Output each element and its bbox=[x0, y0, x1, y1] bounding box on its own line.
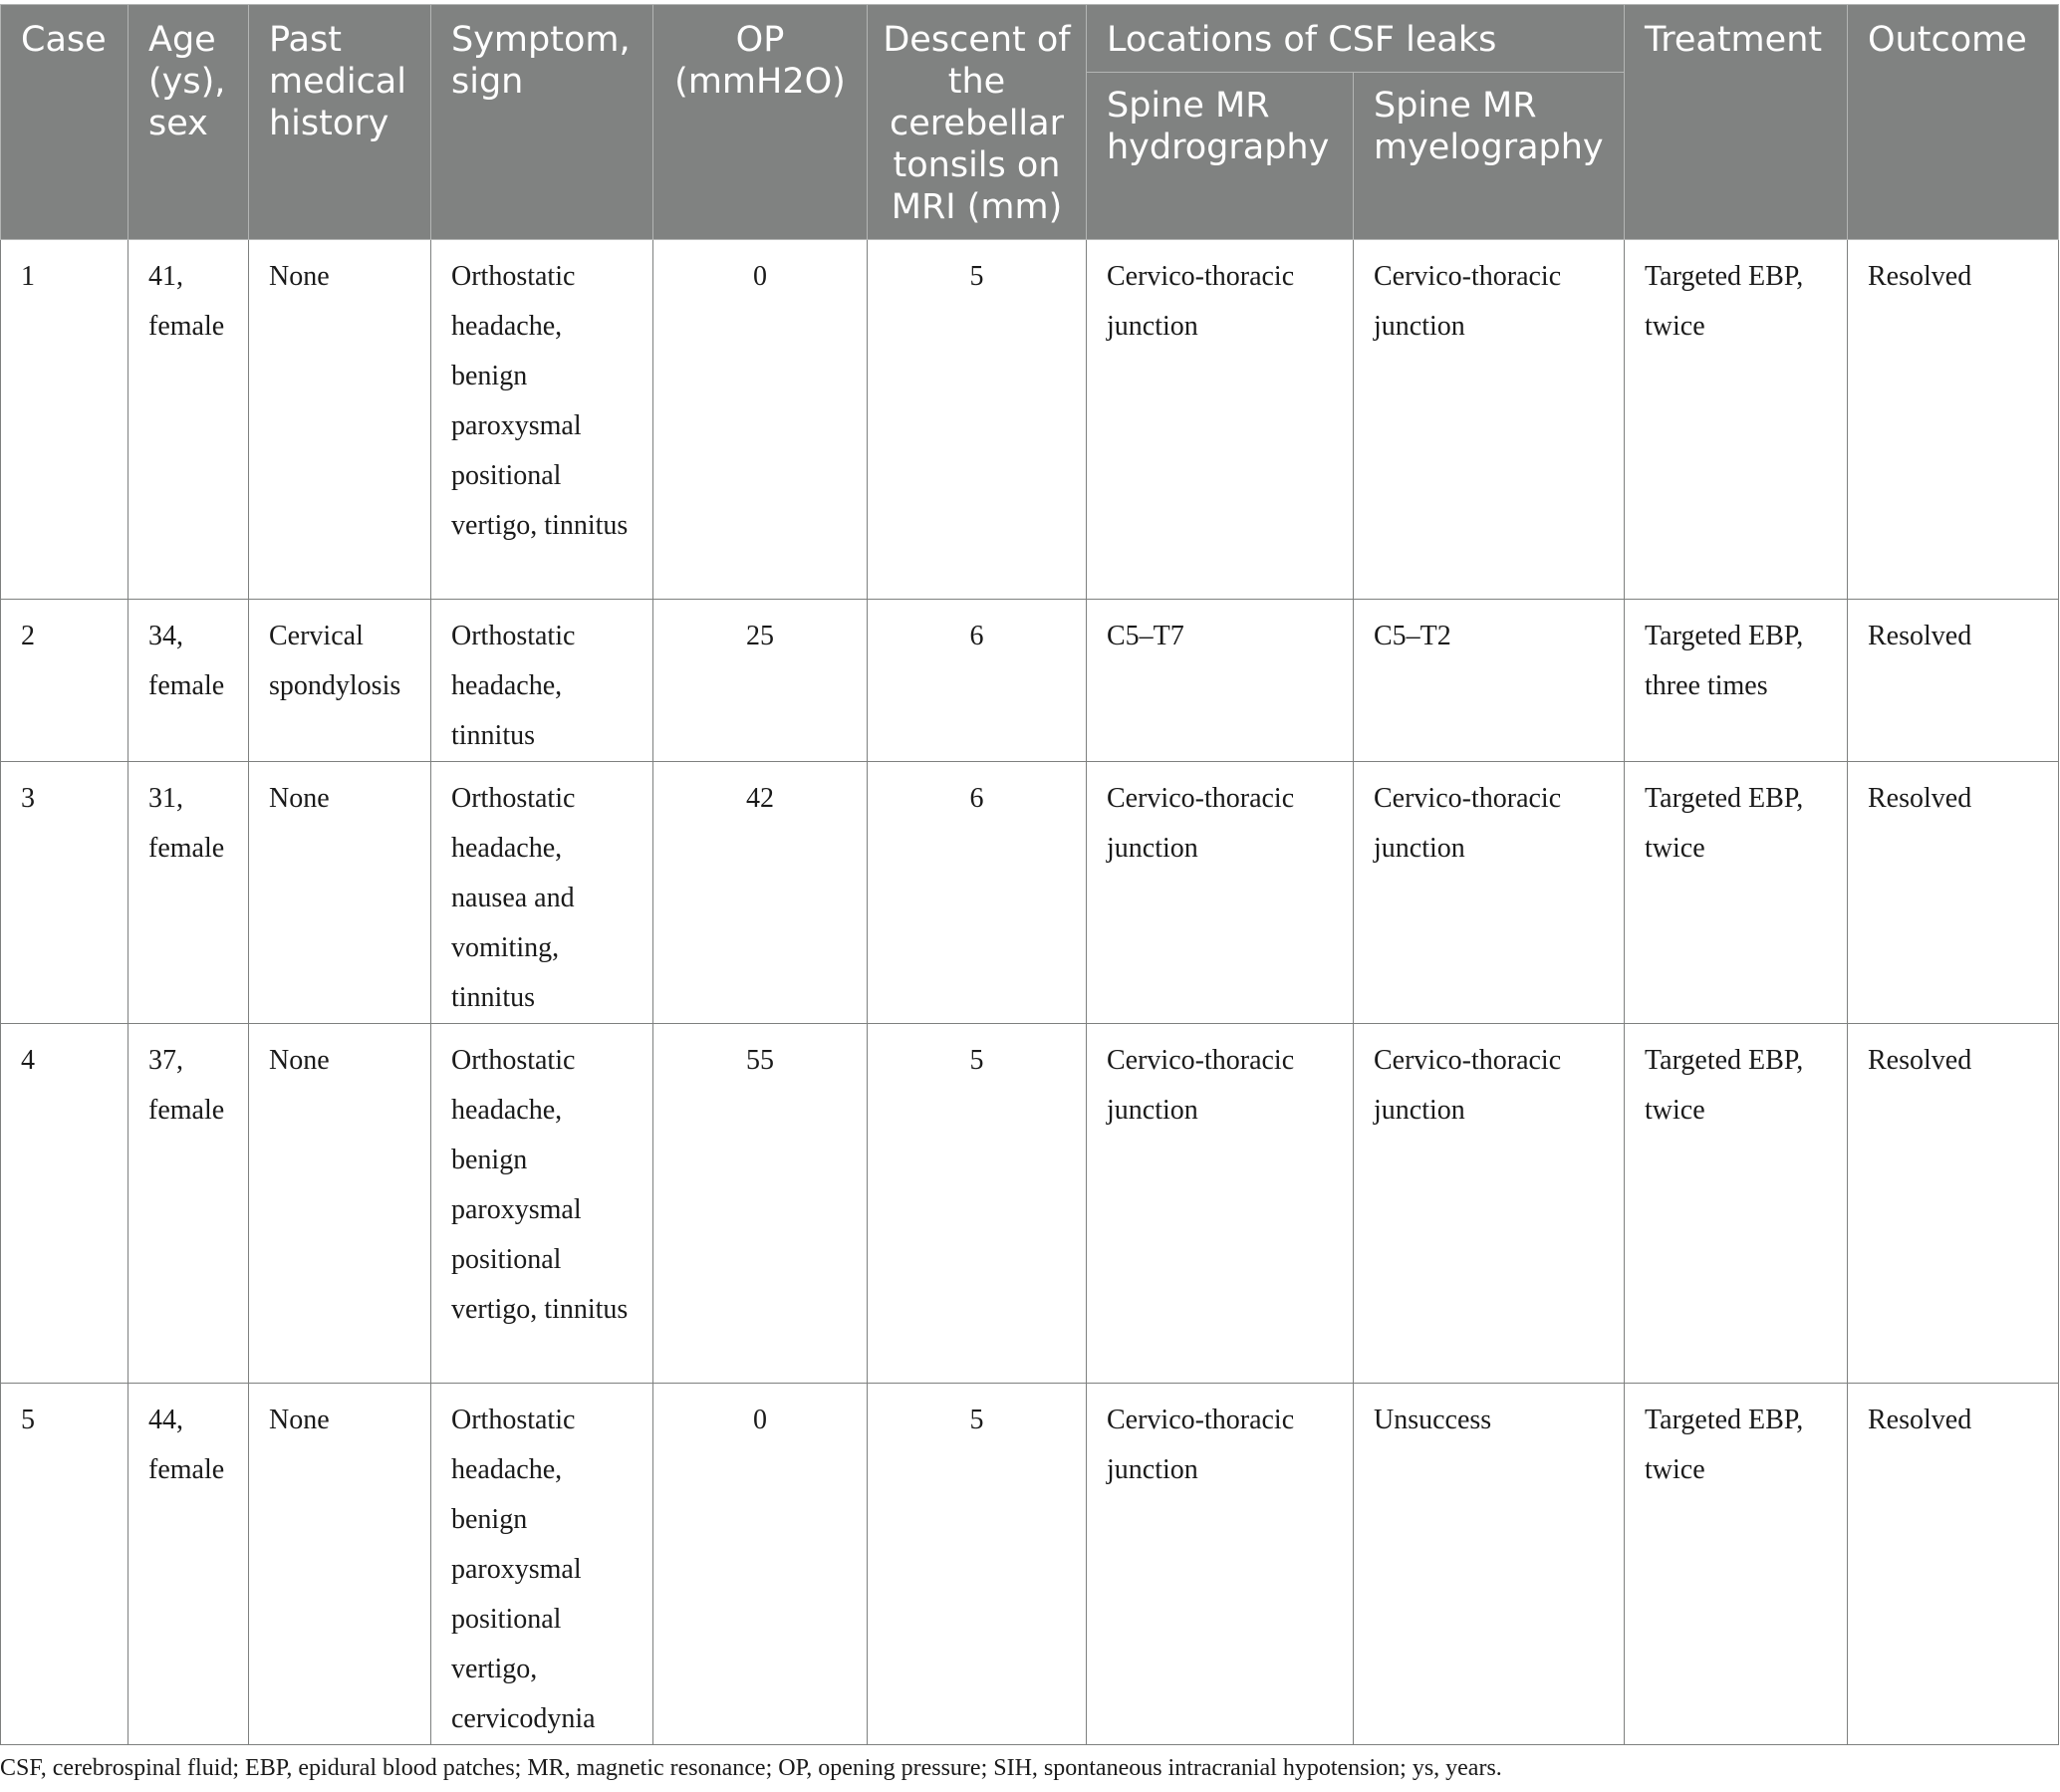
header-row bbox=[1, 5, 2059, 73]
cell-descent: 5 bbox=[868, 240, 1087, 600]
cell-myelography: Cervico-thoracic junction bbox=[1354, 240, 1625, 600]
cell-treatment: Targeted EBP, twice bbox=[1625, 1384, 1848, 1745]
cell-treatment: Targeted EBP, three times bbox=[1625, 600, 1848, 762]
cell-outcome: Resolved bbox=[1848, 1384, 2059, 1745]
cell-symptom: Orthostatic headache, tinnitus bbox=[431, 600, 653, 762]
cell-treatment: Targeted EBP, twice bbox=[1625, 762, 1848, 1024]
cell-hydrography: Cervico-thoracic junction bbox=[1087, 1384, 1354, 1745]
cell-case: 2 bbox=[1, 600, 129, 762]
cell-hydrography: Cervico-thoracic junction bbox=[1087, 1024, 1354, 1384]
cell-treatment: Targeted EBP, twice bbox=[1625, 1024, 1848, 1384]
cell-treatment: Targeted EBP, twice bbox=[1625, 240, 1848, 600]
header-case: Case bbox=[1, 5, 129, 240]
cell-op: 0 bbox=[653, 240, 868, 600]
cell-myelography: Cervico-thoracic junction bbox=[1354, 1024, 1625, 1384]
header-tonsil-descent: Descent of the cerebellar tonsils on MRI (mm) bbox=[868, 5, 1087, 240]
cell-age-sex: 37, female bbox=[129, 1024, 249, 1384]
cell-descent: 6 bbox=[868, 762, 1087, 1024]
cell-history: None bbox=[249, 1384, 431, 1745]
case-table bbox=[0, 4, 2059, 1745]
table-header bbox=[1, 5, 2059, 240]
cell-descent: 5 bbox=[868, 1024, 1087, 1384]
header-symptom-sign: Symptom, sign bbox=[431, 5, 653, 240]
table-row bbox=[1, 1384, 2059, 1745]
cell-op: 55 bbox=[653, 1024, 868, 1384]
cell-myelography: Cervico-thoracic junction bbox=[1354, 762, 1625, 1024]
header-age-sex: Age (ys), sex bbox=[129, 5, 249, 240]
header-outcome: Outcome bbox=[1848, 5, 2059, 240]
cell-history: None bbox=[249, 240, 431, 600]
header-treatment: Treatment bbox=[1625, 5, 1848, 240]
cell-case: 1 bbox=[1, 240, 129, 600]
header-mr-myelography: Spine MR myelography bbox=[1354, 73, 1625, 240]
cell-symptom: Orthostatic headache, benign paroxysmal positional vertigo, tinnitus bbox=[431, 1024, 653, 1384]
cell-outcome: Resolved bbox=[1848, 1024, 2059, 1384]
table-footnote: CSF, cerebrospinal fluid; EBP, epidural blood patches; MR, magnetic resonance; OP, opening pressure; SIH, spontaneous intracranial hypotension; ys, years. bbox=[0, 1755, 1502, 1781]
cell-outcome: Resolved bbox=[1848, 600, 2059, 762]
table-row bbox=[1, 1024, 2059, 1384]
header-csf-leak-locations: Locations of CSF leaks bbox=[1087, 5, 1625, 73]
cell-age-sex: 41, female bbox=[129, 240, 249, 600]
cell-symptom: Orthostatic headache, benign paroxysmal positional vertigo, cervicodynia bbox=[431, 1384, 653, 1745]
cell-age-sex: 44, female bbox=[129, 1384, 249, 1745]
table-row bbox=[1, 762, 2059, 1024]
cell-op: 42 bbox=[653, 762, 868, 1024]
cell-history: Cervical spondylosis bbox=[249, 600, 431, 762]
cell-age-sex: 34, female bbox=[129, 600, 249, 762]
cell-descent: 6 bbox=[868, 600, 1087, 762]
cell-case: 5 bbox=[1, 1384, 129, 1745]
cell-descent: 5 bbox=[868, 1384, 1087, 1745]
header-opening-pressure: OP (mmH2O) bbox=[653, 5, 868, 240]
table-body bbox=[1, 240, 2059, 1745]
table-row bbox=[1, 600, 2059, 762]
cell-symptom: Orthostatic headache, nausea and vomiting, tinnitus bbox=[431, 762, 653, 1024]
cell-history: None bbox=[249, 1024, 431, 1384]
cell-outcome: Resolved bbox=[1848, 240, 2059, 600]
cell-history: None bbox=[249, 762, 431, 1024]
cell-op: 0 bbox=[653, 1384, 868, 1745]
cell-age-sex: 31, female bbox=[129, 762, 249, 1024]
cell-myelography: Unsuccess bbox=[1354, 1384, 1625, 1745]
cell-hydrography: Cervico-thoracic junction bbox=[1087, 240, 1354, 600]
case-table-container bbox=[0, 4, 2058, 1745]
cell-outcome: Resolved bbox=[1848, 762, 2059, 1024]
cell-hydrography: Cervico-thoracic junction bbox=[1087, 762, 1354, 1024]
cell-case: 4 bbox=[1, 1024, 129, 1384]
header-past-medical-history: Past medical history bbox=[249, 5, 431, 240]
cell-hydrography: C5–T7 bbox=[1087, 600, 1354, 762]
table-row bbox=[1, 240, 2059, 600]
cell-myelography: C5–T2 bbox=[1354, 600, 1625, 762]
cell-case: 3 bbox=[1, 762, 129, 1024]
cell-symptom: Orthostatic headache, benign paroxysmal positional vertigo, tinnitus bbox=[431, 240, 653, 600]
cell-op: 25 bbox=[653, 600, 868, 762]
header-mr-hydrography: Spine MR hydrography bbox=[1087, 73, 1354, 240]
